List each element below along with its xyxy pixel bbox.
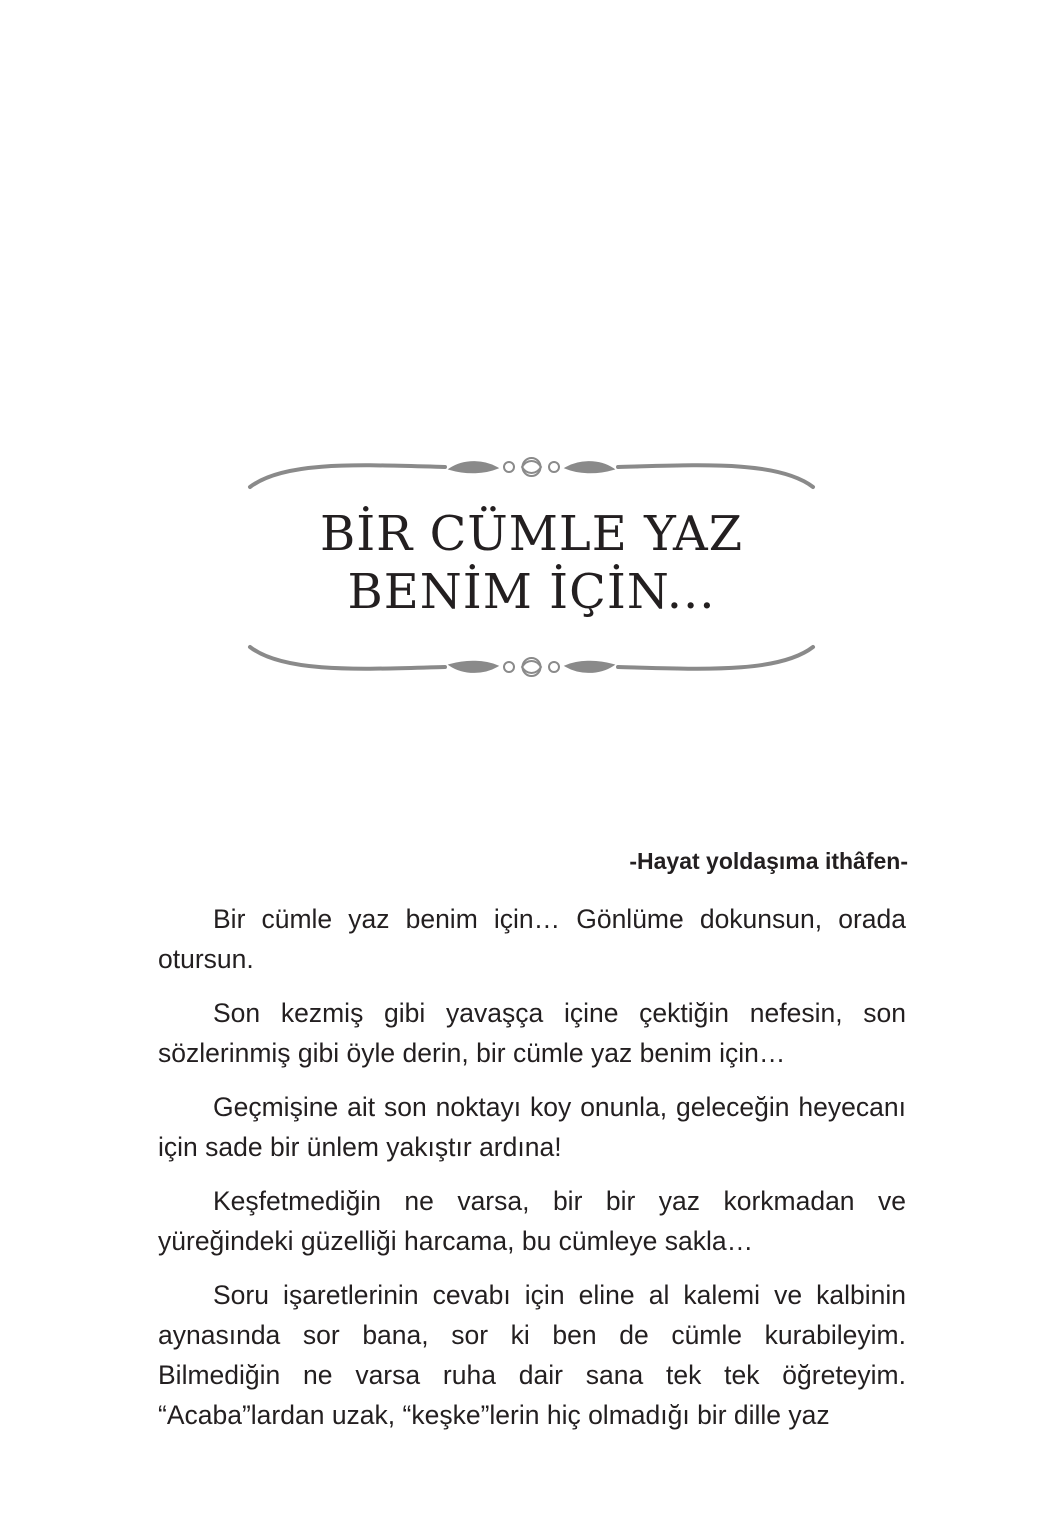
chapter-title-line-2: BENİM İÇİN... <box>347 564 716 620</box>
chapter-title-line-1: BİR CÜMLE YAZ <box>319 506 744 562</box>
body-text <box>158 899 906 1449</box>
dedication: -Hayat yoldaşıma ithâfen- <box>629 848 908 874</box>
paragraph: Geçmişine ait son noktayı koy onunla, geleceğin heyecanı için sade bir ünlem yakıştır ardına! <box>158 1092 906 1162</box>
paragraph: Soru işaretlerinin cevabı için eline al kalemi ve kalbinin aynasında sor bana, sor ki ben de cümle kurabileyim. Bilmediğin ne varsa ruha dair sana tek tek öğreteyim. “Acaba”lardan uzak, “keşke”lerin hiç olmadığı bir dille yaz <box>158 1280 906 1430</box>
paragraph: Keşfetmediğin ne varsa, bir bir yaz korkmadan ve yüreğindeki güzelliği harcama, bu cümleye sakla… <box>158 1186 906 1256</box>
paragraph: Bir cümle yaz benim için… Gönlüme dokunsun, orada otursun. <box>158 904 906 974</box>
chapter-title <box>0 505 1063 621</box>
paragraph: Son kezmiş gibi yavaşça içine çektiğin nefesin, son sözlerinmiş gibi öyle derin, bir cümle yaz benim için… <box>158 998 906 1068</box>
